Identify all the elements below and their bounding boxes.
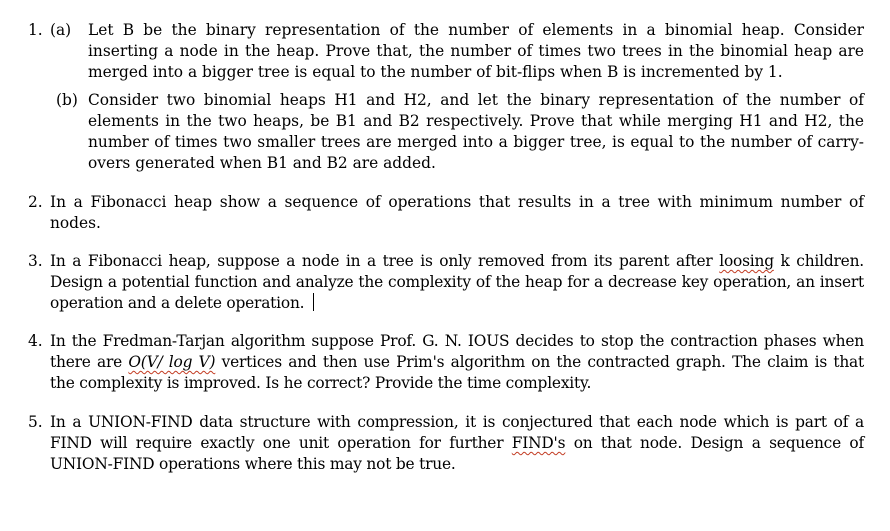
question-number: 4.: [28, 332, 43, 350]
question-4-text-before: In the Fredman-Tarjan algorithm suppose Prof. G. N. IOUS decides to stop the contraction phases when there are: [50, 332, 864, 371]
question-3-text-before: In a Fibonacci heap, suppose a node in a tree is only removed from its parent after: [50, 252, 713, 270]
question-number: 2.: [28, 193, 43, 211]
question-1: [0, 20, 864, 174]
question-5-text-before: In a UNION-FIND data structure with compression, it is conjectured that each node which is part of a FIND will require exactly one unit operation for further: [50, 413, 864, 452]
question-3-text[interactable]: [50, 251, 864, 314]
part-a-text[interactable]: Let B be the binary representation of the number of elements in a binomial heap. Consider inserting a node in the heap. Prove that, the number of times two trees in the binomial heap are merged into a bigger tree is equal to the number of bit-flips when B is incremented by 1.: [88, 21, 864, 81]
text-cursor: [313, 293, 314, 311]
question-4: [0, 331, 864, 394]
question-4-text[interactable]: [50, 331, 864, 394]
question-number: 3.: [28, 252, 43, 270]
part-b-text[interactable]: Consider two binomial heaps H1 and H2, and let the binary representation of the number of elements in the two heaps, be B1 and B2 respectively. Prove that while merging H1 and H2, the number of times two smaller trees are merged into a bigger tree, is equal to the number of carry-overs generated when B1 and B2 are added.: [88, 91, 864, 172]
part-label: (b): [56, 91, 78, 109]
question-5: [0, 412, 864, 475]
question-2-text[interactable]: In a Fibonacci heap show a sequence of operations that results in a tree with minimum number of nodes.: [50, 193, 864, 232]
spellcheck-flagged-word[interactable]: FIND's: [511, 434, 566, 452]
spellcheck-flagged-word[interactable]: loosing: [719, 252, 774, 270]
question-1-part-a: [50, 20, 864, 83]
part-label: (a): [50, 21, 72, 39]
question-3-text-after: k children. Design a potential function and analyze the complexity of the heap for a decrease key operation, an insert operation and a delete operation.: [50, 252, 864, 312]
question-4-text-after: vertices and then use Prim's algorithm on the contracted graph. The claim is that the complexity is improved. Is he correct? Provide the time complexity.: [50, 353, 865, 392]
question-1-part-b: [50, 90, 864, 174]
question-3: [0, 251, 864, 314]
question-number: 1.: [28, 21, 43, 39]
question-5-text-after: on that node. Design a sequence of UNION-FIND operations where this may not be true.: [50, 434, 864, 473]
question-number: 5.: [28, 413, 43, 431]
spellcheck-flagged-word[interactable]: O(V/ log V): [128, 353, 216, 371]
question-2: [0, 192, 864, 234]
question-5-text[interactable]: [50, 412, 864, 475]
